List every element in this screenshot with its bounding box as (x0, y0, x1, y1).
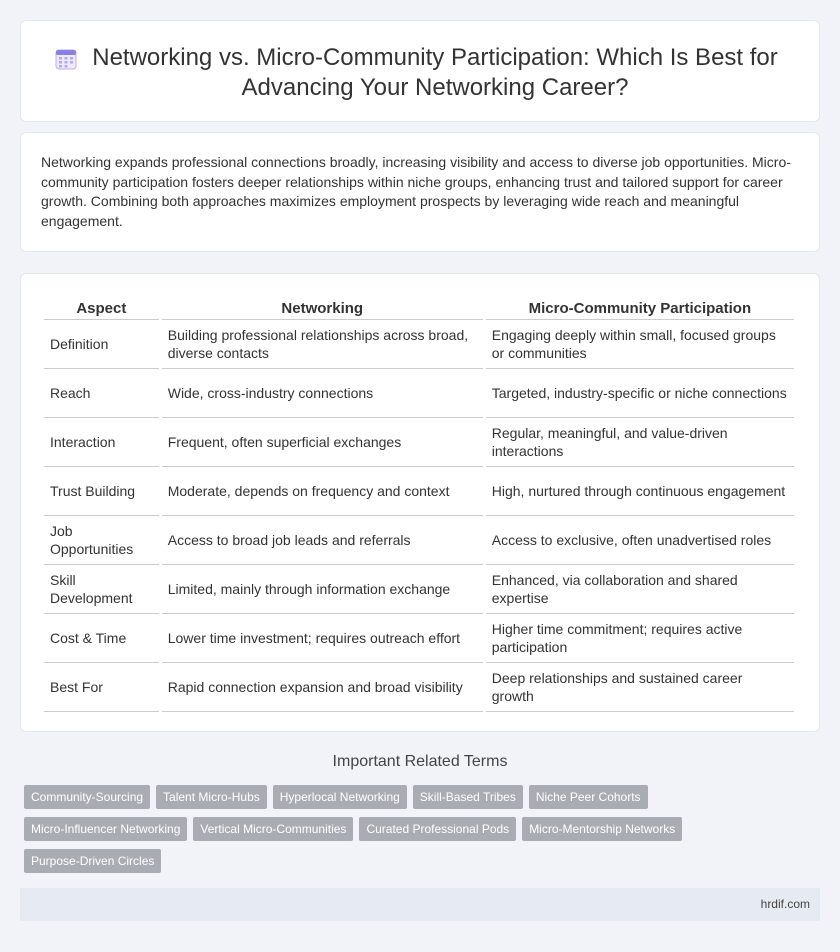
table-cell: Access to exclusive, often unadvertised roles (486, 516, 794, 565)
related-term-tag[interactable]: Skill-Based Tribes (413, 785, 523, 809)
header-aspect: Aspect (44, 296, 159, 320)
table-cell: Access to broad job leads and referrals (162, 516, 483, 565)
table-row (44, 418, 794, 467)
table-row (44, 516, 794, 565)
table-cell: Rapid connection expansion and broad visibility (162, 663, 483, 712)
table-cell: Moderate, depends on frequency and context (162, 467, 483, 516)
related-term-tag[interactable]: Curated Professional Pods (359, 817, 516, 841)
table-cell: Regular, meaningful, and value-driven interactions (486, 418, 794, 467)
related-term-tag[interactable]: Niche Peer Cohorts (529, 785, 648, 809)
table-row (44, 565, 794, 614)
table-header-row (44, 296, 794, 320)
related-term-tag[interactable]: Micro-Mentorship Networks (522, 817, 682, 841)
table-cell: High, nurtured through continuous engagement (486, 467, 794, 516)
comparison-table (41, 296, 797, 712)
related-term-tag[interactable]: Hyperlocal Networking (273, 785, 407, 809)
table-cell: Trust Building (44, 467, 159, 516)
table-cell: Reach (44, 369, 159, 418)
header-networking: Networking (162, 296, 483, 320)
summary-card (20, 132, 820, 252)
table-row (44, 467, 794, 516)
related-term-tag[interactable]: Community-Sourcing (24, 785, 150, 809)
table-cell: Definition (44, 320, 159, 369)
table-cell: Targeted, industry-specific or niche connections (486, 369, 794, 418)
table-cell: Enhanced, via collaboration and shared expertise (486, 565, 794, 614)
table-row (44, 369, 794, 418)
table-cell: Frequent, often superficial exchanges (162, 418, 483, 467)
table-cell: Limited, mainly through information exchange (162, 565, 483, 614)
footer-site-link[interactable]: hrdif.com (760, 897, 810, 911)
related-term-tag[interactable]: Talent Micro-Hubs (156, 785, 267, 809)
related-term-tag[interactable]: Vertical Micro-Communities (193, 817, 353, 841)
table-cell: Lower time investment; requires outreach effort (162, 614, 483, 663)
page-title: Networking vs. Micro-Community Participation: Which Is Best for Advancing Your Networking Career? (92, 44, 778, 101)
table-cell: Best For (44, 663, 159, 712)
table-cell: Cost & Time (44, 614, 159, 663)
header-micro-community: Micro-Community Participation (486, 296, 794, 320)
table-cell: Higher time commitment; requires active participation (486, 614, 794, 663)
comparison-card (20, 273, 820, 732)
table-cell: Wide, cross-industry connections (162, 369, 483, 418)
table-cell: Job Opportunities (44, 516, 159, 565)
table-row (44, 614, 794, 663)
title-card (20, 20, 820, 122)
table-cell: Building professional relationships across broad, diverse contacts (162, 320, 483, 369)
table-cell: Engaging deeply within small, focused groups or communities (486, 320, 794, 369)
table-row (44, 320, 794, 369)
related-terms-title: Important Related Terms (332, 753, 508, 770)
summary-text: Networking expands professional connections broadly, increasing visibility and access to diverse job opportunities. Micro-community participation fosters deeper relationships within niche groups, enhancing trust and tailored support for career growth. Combining both approaches maximizes employment prospects by leveraging wide reach and meaningful engagement. (41, 154, 791, 229)
table-cell: Interaction (44, 418, 159, 467)
related-term-tag[interactable]: Purpose-Driven Circles (24, 849, 161, 873)
footer (20, 888, 820, 921)
table-row (44, 663, 794, 712)
table-cell: Deep relationships and sustained career growth (486, 663, 794, 712)
related-term-tag[interactable]: Micro-Influencer Networking (24, 817, 187, 841)
table-cell: Skill Development (44, 565, 159, 614)
related-terms-list (24, 785, 724, 873)
